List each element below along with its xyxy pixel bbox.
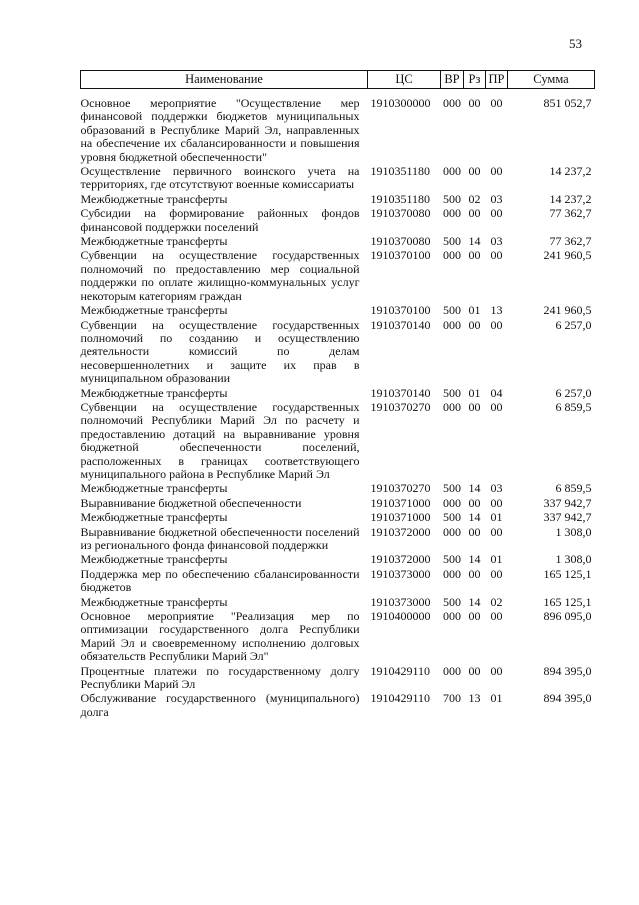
cell-vr: 500 <box>443 594 461 609</box>
cell-pr: 01 <box>490 691 503 706</box>
cell-vr: 500 <box>443 191 461 206</box>
table-row <box>81 497 595 511</box>
cell-sum: 165 125,1 <box>543 566 592 581</box>
cell-cs: 1910372000 <box>370 524 431 539</box>
cell-cs: 1910370270 <box>370 481 431 496</box>
cell-pr: 02 <box>490 594 503 609</box>
cell-cs: 1910373000 <box>370 594 431 609</box>
cell-name: Межбюджетные трансферты <box>80 303 228 318</box>
table-row <box>81 665 595 693</box>
cell-cs: 1910400000 <box>370 609 431 624</box>
cell-sum: 894 395,0 <box>543 663 592 678</box>
table-row <box>81 249 595 304</box>
cell-cs: 1910351180 <box>370 164 431 179</box>
cell-name: Поддержка мер по обеспечению сбалансированности бюджетов <box>80 566 360 595</box>
table-row <box>81 387 595 401</box>
cell-name: Выравнивание бюджетной обеспеченности <box>80 495 302 510</box>
table-row <box>81 319 595 387</box>
cell-rz: 00 <box>468 609 481 624</box>
table-row <box>81 193 595 207</box>
cell-vr: 700 <box>443 691 461 706</box>
cell-cs: 1910371000 <box>370 495 431 510</box>
cell-sum: 6 257,0 <box>555 317 592 332</box>
cell-pr: 03 <box>490 481 503 496</box>
table-row <box>81 482 595 496</box>
table-row <box>81 89 595 166</box>
cell-sum: 14 237,2 <box>549 191 592 206</box>
table-row <box>81 692 595 720</box>
table-row <box>81 235 595 249</box>
cell-rz: 00 <box>468 663 481 678</box>
cell-rz: 00 <box>468 317 481 332</box>
table-row <box>81 165 595 193</box>
cell-sum: 337 942,7 <box>543 510 592 525</box>
table-header <box>81 71 595 89</box>
header-rz: Рз <box>464 71 486 89</box>
cell-rz: 13 <box>468 691 481 706</box>
cell-name: Процентные платежи по государственному долгу Республики Марий Эл <box>80 663 360 692</box>
cell-rz: 14 <box>468 594 481 609</box>
cell-cs: 1910372000 <box>370 552 431 567</box>
cell-pr: 00 <box>490 663 503 678</box>
cell-cs: 1910370100 <box>370 303 431 318</box>
cell-pr: 00 <box>490 609 503 624</box>
cell-name: Субвенции на осуществление государственных полномочий по созданию и осуществлению деятельности комиссий по делам несовершеннолетних и защите их прав в муниципальном образовании <box>80 317 360 386</box>
table-row <box>81 596 595 610</box>
cell-pr: 00 <box>490 206 503 221</box>
budget-table <box>80 70 595 720</box>
table-row <box>81 207 595 235</box>
table-row <box>81 526 595 554</box>
cell-sum: 851 052,7 <box>543 96 592 110</box>
table-row <box>81 304 595 318</box>
cell-rz: 02 <box>468 191 481 206</box>
cell-vr: 000 <box>443 663 461 678</box>
cell-sum: 1 308,0 <box>555 552 592 567</box>
cell-sum: 77 362,7 <box>549 206 592 221</box>
cell-sum: 6 859,5 <box>555 481 592 496</box>
cell-cs: 1910370080 <box>370 234 431 249</box>
header-name: Наименование <box>81 71 368 89</box>
cell-rz: 00 <box>468 96 481 110</box>
cell-name: Межбюджетные трансферты <box>80 594 228 609</box>
cell-pr: 00 <box>490 164 503 179</box>
cell-sum: 896 095,0 <box>543 609 592 624</box>
cell-vr: 500 <box>443 385 461 400</box>
cell-vr: 000 <box>443 399 461 414</box>
cell-rz: 14 <box>468 510 481 525</box>
cell-name: Субсидии на формирование районных фондов финансовой поддержки поселений <box>80 206 360 234</box>
cell-sum: 241 960,5 <box>543 248 592 263</box>
cell-sum: 894 395,0 <box>543 691 592 706</box>
cell-cs: 1910300000 <box>370 96 431 110</box>
cell-name: Выравнивание бюджетной обеспеченности поселений из регионального фонда финансовой поддержки <box>80 524 360 552</box>
cell-vr: 500 <box>443 234 461 249</box>
table-row <box>81 568 595 596</box>
cell-cs: 1910429110 <box>370 691 431 706</box>
header-pr: ПР <box>486 71 508 89</box>
cell-pr: 00 <box>490 399 503 414</box>
cell-sum: 6 859,5 <box>555 399 592 414</box>
cell-rz: 00 <box>468 566 481 581</box>
cell-vr: 000 <box>443 164 461 179</box>
cell-pr: 00 <box>490 96 503 110</box>
cell-pr: 00 <box>490 317 503 332</box>
cell-vr: 500 <box>443 510 461 525</box>
cell-rz: 00 <box>468 206 481 221</box>
cell-vr: 000 <box>443 96 461 110</box>
cell-pr: 00 <box>490 495 503 510</box>
cell-rz: 14 <box>468 481 481 496</box>
cell-cs: 1910351180 <box>370 191 431 206</box>
table-row <box>81 511 595 525</box>
cell-vr: 500 <box>443 303 461 318</box>
cell-name: Основное мероприятие "Осуществление мер финансовой поддержки бюджетов муниципальных образований в Республике Марий Эл, направленных на обеспечение их сбалансированности и повышения уровня бюджетной обеспеченности" <box>80 96 360 164</box>
cell-vr: 000 <box>443 524 461 539</box>
cell-pr: 04 <box>490 385 503 400</box>
cell-vr: 000 <box>443 609 461 624</box>
cell-name: Межбюджетные трансферты <box>80 191 228 206</box>
cell-rz: 14 <box>468 552 481 567</box>
table-row <box>81 610 595 665</box>
cell-vr: 000 <box>443 206 461 221</box>
cell-cs: 1910371000 <box>370 510 431 525</box>
cell-name: Межбюджетные трансферты <box>80 481 228 496</box>
cell-name: Межбюджетные трансферты <box>80 234 228 249</box>
header-sum: Сумма <box>508 71 595 89</box>
cell-vr: 000 <box>443 248 461 263</box>
cell-vr: 500 <box>443 552 461 567</box>
cell-sum: 6 257,0 <box>555 385 592 400</box>
cell-vr: 000 <box>443 317 461 332</box>
cell-vr: 000 <box>443 495 461 510</box>
cell-name: Основное мероприятие "Реализация мер по оптимизации государственного долга Республики Марий Эл и своевременному исполнению долговых обязательств Республики Марий Эл" <box>80 609 360 664</box>
header-row <box>81 71 595 89</box>
cell-sum: 337 942,7 <box>543 495 592 510</box>
cell-name: Субвенции на осуществление государственных полномочий Республики Марий Эл по расчету и предоставлению дотаций на выравнивание уровня бюджетной обеспеченности поселений, расположенных в границах соответствующего муниципального района в Республике Марий Эл <box>80 399 360 481</box>
cell-sum: 165 125,1 <box>543 594 592 609</box>
cell-cs: 1910373000 <box>370 566 431 581</box>
cell-sum: 1 308,0 <box>555 524 592 539</box>
cell-vr: 500 <box>443 481 461 496</box>
cell-vr: 000 <box>443 566 461 581</box>
cell-name: Обслуживание государственного (муниципального) долга <box>80 691 360 719</box>
cell-pr: 13 <box>490 303 503 318</box>
cell-pr: 03 <box>490 191 503 206</box>
cell-cs: 1910370140 <box>370 385 431 400</box>
cell-rz: 01 <box>468 385 481 400</box>
table-row <box>81 401 595 482</box>
cell-rz: 01 <box>468 303 481 318</box>
cell-pr: 03 <box>490 234 503 249</box>
cell-pr: 00 <box>490 248 503 263</box>
cell-pr: 00 <box>490 566 503 581</box>
cell-rz: 00 <box>468 524 481 539</box>
cell-cs: 1910370140 <box>370 317 431 332</box>
page-number: 53 <box>569 36 582 51</box>
header-cs: ЦС <box>368 71 441 89</box>
cell-rz: 00 <box>468 248 481 263</box>
cell-sum: 14 237,2 <box>549 164 592 179</box>
cell-pr: 01 <box>490 510 503 525</box>
cell-pr: 00 <box>490 524 503 539</box>
cell-sum: 77 362,7 <box>549 234 592 249</box>
cell-cs: 1910429110 <box>370 663 431 678</box>
table-body <box>81 89 595 721</box>
cell-rz: 00 <box>468 164 481 179</box>
cell-rz: 14 <box>468 234 481 249</box>
header-vr: ВР <box>441 71 464 89</box>
cell-rz: 00 <box>468 399 481 414</box>
cell-name: Субвенции на осуществление государственных полномочий по предоставлению мер социальной поддержки по оплате жилищно-коммунальных услуг некоторым категориям граждан <box>80 248 360 303</box>
cell-name: Межбюджетные трансферты <box>80 510 228 525</box>
cell-cs: 1910370100 <box>370 248 431 263</box>
cell-rz: 00 <box>468 495 481 510</box>
table-row <box>81 553 595 567</box>
cell-name: Осуществление первичного воинского учета на территориях, где отсутствуют военные комиссариаты <box>80 164 360 192</box>
cell-sum: 241 960,5 <box>543 303 592 318</box>
cell-cs: 1910370270 <box>370 399 431 414</box>
cell-cs: 1910370080 <box>370 206 431 221</box>
cell-name: Межбюджетные трансферты <box>80 552 228 567</box>
cell-name: Межбюджетные трансферты <box>80 385 228 400</box>
cell-pr: 01 <box>490 552 503 567</box>
